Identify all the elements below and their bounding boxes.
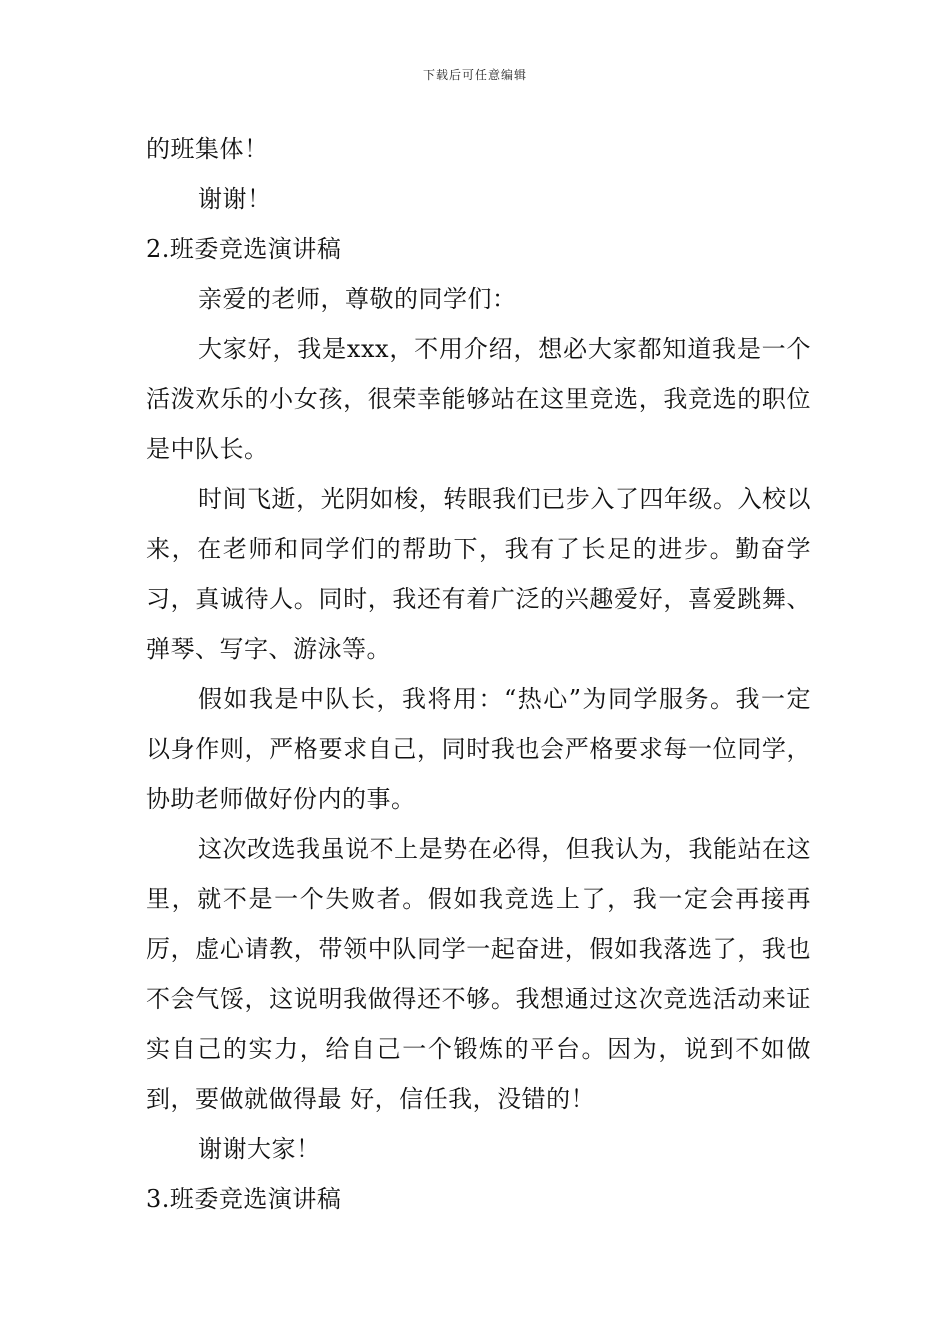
document-body: [146, 124, 811, 1224]
paragraph-thanks: 谢谢！: [198, 185, 272, 213]
paragraph-resolve: 这次改选我虽说不上是势在必得，但我认为，我能站在这里，就不是一个失败者。假如我竞选上了，我一定会再接再厉，虚心请教，带领中队同学一起奋进，假如我落选了，我也不会气馁，这说明我做得还不够。我想通过这次竞选活动来证实自己的实力，给自己一个锻炼的平台。因为，说到不如做到，要做就做得最 好，信任我，没错的！: [146, 835, 811, 1113]
paragraph-promise: 假如我是中队长，我将用：“热心”为同学服务。我一定以身作则，严格要求自己，同时我也会严格要求每一位同学，协助老师做好份内的事。: [146, 685, 811, 813]
section-heading-2: 2.班委竞选演讲稿: [146, 235, 342, 263]
paragraph-progress: 时间飞逝，光阴如梭，转眼我们已步入了四年级。入校以来，在老师和同学们的帮助下，我有了长足的进步。勤奋学习，真诚待人。同时，我还有着广泛的兴趣爱好，喜爱跳舞、弹琴、写字、游泳等。: [146, 485, 811, 663]
section-heading-3: 3.班委竞选演讲稿: [146, 1185, 342, 1213]
page-header: 下载后可任意编辑: [422, 68, 527, 82]
paragraph-introduction: 大家好，我是xxx，不用介绍，想必大家都知道我是一个活泼欢乐的小女孩，很荣幸能够站在这里竞选，我竞选的职位是中队长。: [146, 335, 811, 463]
paragraph-closing-line: 的班集体！: [146, 135, 269, 163]
paragraph-thanks-all: 谢谢大家！: [198, 1135, 321, 1163]
paragraph-salutation: 亲爱的老师，尊敬的同学们：: [198, 285, 517, 313]
